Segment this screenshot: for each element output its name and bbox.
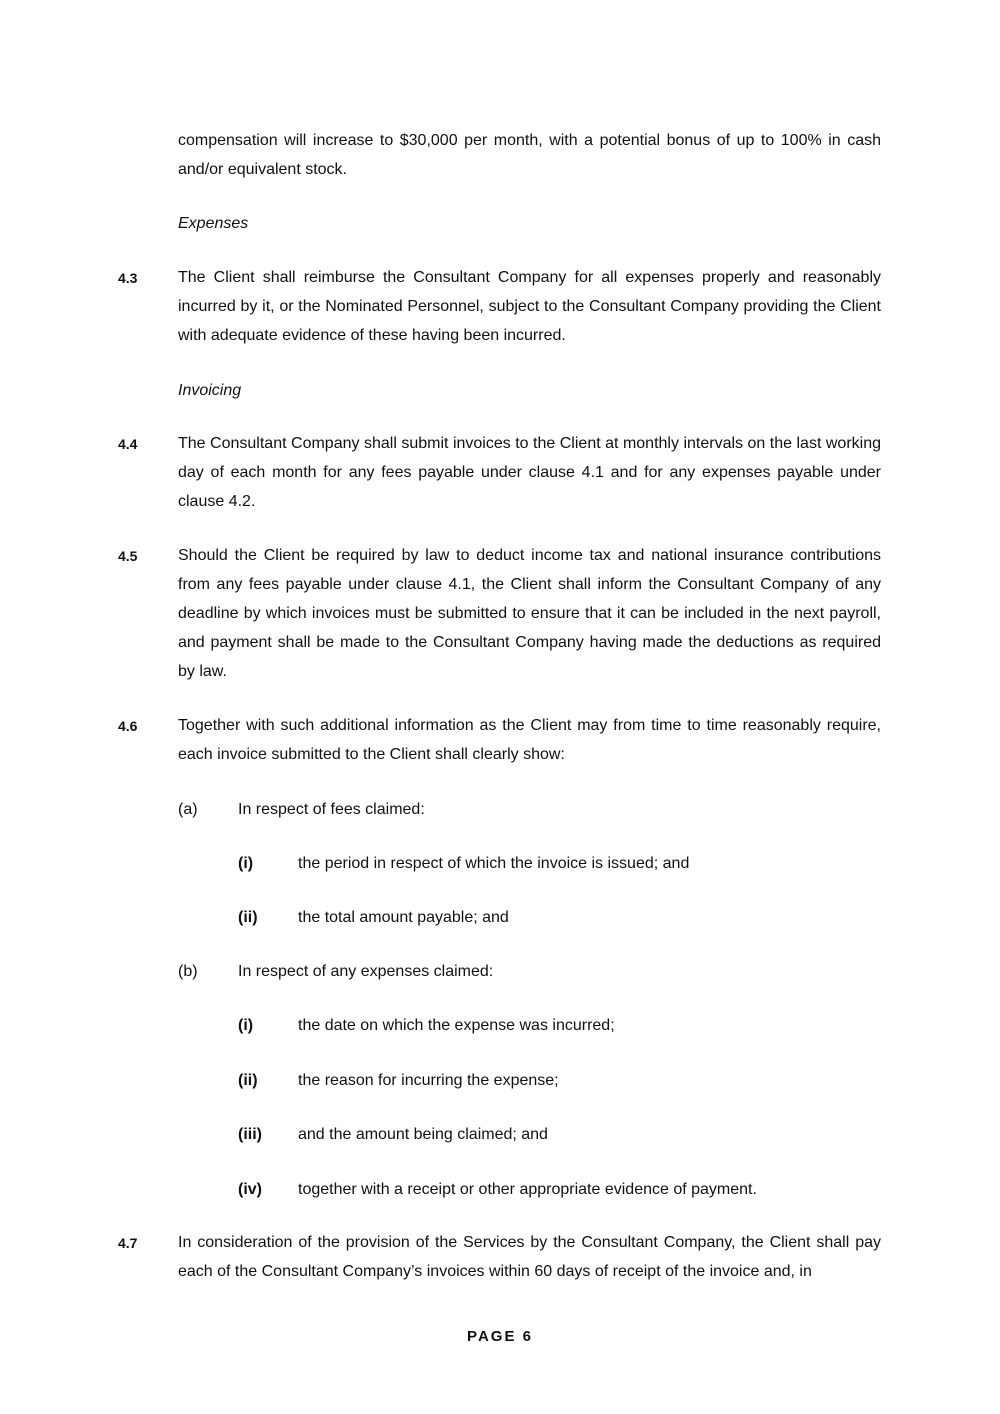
section-heading-invoicing: Invoicing: [178, 382, 242, 399]
item-text-a-ii: the total amount payable; and: [298, 909, 509, 926]
page-number-footer: PAGE 6: [467, 1328, 533, 1345]
clause-number-4-4: 4.4: [118, 436, 138, 452]
subclause-text-b: In respect of any expenses claimed:: [238, 963, 494, 980]
clause-text-4-6: Together with such additional information as the Client may from time to time reasonably require, each invoice submitted to the Client shall clearly show:: [178, 717, 881, 763]
clause-number-4-5: 4.5: [118, 548, 138, 564]
clause-number-4-6: 4.6: [118, 718, 138, 734]
section-heading-expenses: Expenses: [178, 215, 249, 232]
item-label-b-iv: (iv): [238, 1181, 262, 1198]
clause-number-4-7: 4.7: [118, 1235, 138, 1251]
continuation-paragraph: compensation will increase to $30,000 per month, with a potential bonus of up to 100% in cash and/or equivalent stock.: [178, 132, 881, 178]
item-text-b-iii: and the amount being claimed; and: [298, 1126, 548, 1143]
clause-text-4-4: The Consultant Company shall submit invoices to the Client at monthly intervals on the last working day of each month for any fees payable under clause 4.1 and for any expenses payable under clause 4.2.: [178, 435, 881, 510]
item-text-b-ii: the reason for incurring the expense;: [298, 1072, 559, 1089]
item-label-b-ii: (ii): [238, 1072, 258, 1089]
item-label-a-ii: (ii): [238, 909, 258, 926]
subclause-text-a: In respect of fees claimed:: [238, 801, 425, 818]
item-text-b-i: the date on which the expense was incurred;: [298, 1017, 615, 1034]
clause-text-4-3: The Client shall reimburse the Consultant Company for all expenses properly and reasonably incurred by it, or the Nominated Personnel, subject to the Consultant Company providing the Client with adequate evidence of these having been incurred.: [178, 269, 881, 344]
item-text-b-iv: together with a receipt or other appropriate evidence of payment.: [298, 1181, 757, 1198]
clause-number-4-3: 4.3: [118, 270, 138, 286]
clause-text-4-5: Should the Client be required by law to deduct income tax and national insurance contributions from any fees payable under clause 4.1, the Client shall inform the Consultant Company of any deadline by which invoices must be submitted to ensure that it can be included in the next payroll, and payment shall be made to the Consultant Company having made the deductions as required by law.: [178, 547, 881, 680]
item-label-a-i: (i): [238, 855, 254, 872]
subclause-label-b: (b): [178, 963, 198, 980]
item-text-a-i: the period in respect of which the invoice is issued; and: [298, 855, 690, 872]
clause-text-4-7: In consideration of the provision of the Services by the Consultant Company, the Client shall pay each of the Consultant Company’s invoices within 60 days of receipt of the invoice and, in: [178, 1234, 881, 1280]
item-label-b-iii: (iii): [238, 1126, 262, 1143]
subclause-label-a: (a): [178, 801, 198, 818]
item-label-b-i: (i): [238, 1017, 254, 1034]
